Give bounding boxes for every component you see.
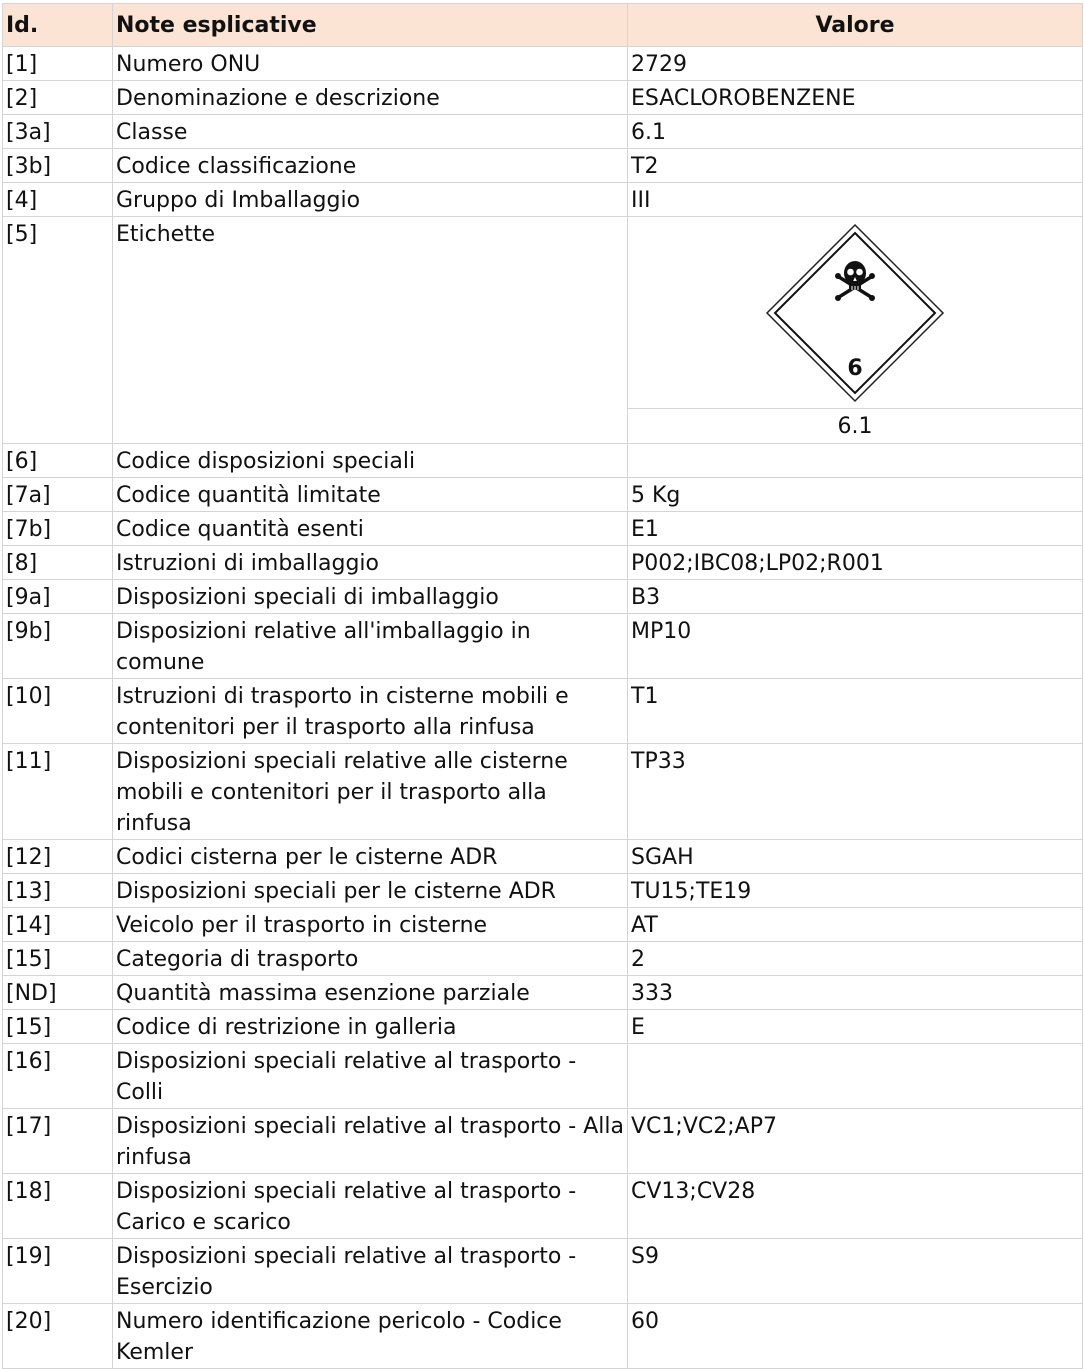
row-value: III xyxy=(628,183,1083,217)
table-row xyxy=(3,614,1083,679)
table-row xyxy=(3,840,1083,874)
row-value xyxy=(628,1044,1083,1109)
table-row xyxy=(3,1239,1083,1304)
table-row xyxy=(3,744,1083,840)
adr-data-table xyxy=(2,3,1083,1369)
table-row xyxy=(3,81,1083,115)
row-note: Disposizioni speciali di imballaggio xyxy=(113,580,628,614)
header-id: Id. xyxy=(3,4,113,47)
table-row xyxy=(3,942,1083,976)
row-value: T1 xyxy=(628,679,1083,744)
row-value: 2 xyxy=(628,942,1083,976)
row-note: Codice classificazione xyxy=(113,149,628,183)
table-row xyxy=(3,1044,1083,1109)
header-note: Note esplicative xyxy=(113,4,628,47)
row-id: [6] xyxy=(3,444,113,478)
row-id: [1] xyxy=(3,47,113,81)
row-id: [15] xyxy=(3,942,113,976)
row-note: Etichette xyxy=(113,217,628,444)
hazard-class-number: 6 xyxy=(847,355,863,381)
row-note: Gruppo di Imballaggio xyxy=(113,183,628,217)
row-id: [2] xyxy=(3,81,113,115)
row-id: [3a] xyxy=(3,115,113,149)
row-note: Numero identificazione pericolo - Codice Kemler xyxy=(113,1304,628,1369)
row-id: [19] xyxy=(3,1239,113,1304)
table-row xyxy=(3,115,1083,149)
row-id: [9b] xyxy=(3,614,113,679)
row-note: Quantità massima esenzione parziale xyxy=(113,976,628,1010)
hazard-label-caption: 6.1 xyxy=(837,414,873,439)
row-note: Denominazione e descrizione xyxy=(113,81,628,115)
row-value: T2 xyxy=(628,149,1083,183)
row-id: [ND] xyxy=(3,976,113,1010)
row-value: 6.1 xyxy=(628,115,1083,149)
row-note: Veicolo per il trasporto in cisterne xyxy=(113,908,628,942)
table-row xyxy=(3,976,1083,1010)
table-header-row xyxy=(3,4,1083,47)
row-id: [7b] xyxy=(3,512,113,546)
row-note: Disposizioni speciali relative alle cisterne mobili e contenitori per il trasporto alla rinfusa xyxy=(113,744,628,840)
row-value: S9 xyxy=(628,1239,1083,1304)
row-note: Istruzioni di imballaggio xyxy=(113,546,628,580)
row-note: Categoria di trasporto xyxy=(113,942,628,976)
table-row xyxy=(3,874,1083,908)
table-row xyxy=(3,183,1083,217)
row-value: E1 xyxy=(628,512,1083,546)
table-row xyxy=(3,512,1083,546)
header-value: Valore xyxy=(628,4,1083,47)
row-note: Numero ONU xyxy=(113,47,628,81)
row-id: [8] xyxy=(3,546,113,580)
row-value: E xyxy=(628,1010,1083,1044)
row-value: TU15;TE19 xyxy=(628,874,1083,908)
row-value: P002;IBC08;LP02;R001 xyxy=(628,546,1083,580)
table-row xyxy=(3,679,1083,744)
row-note: Disposizioni speciali relative al trasporto - Colli xyxy=(113,1044,628,1109)
row-note: Classe xyxy=(113,115,628,149)
row-id: [4] xyxy=(3,183,113,217)
row-note: Disposizioni speciali relative al trasporto - Carico e scarico xyxy=(113,1174,628,1239)
row-note: Codice di restrizione in galleria xyxy=(113,1010,628,1044)
row-value xyxy=(628,444,1083,478)
table-row xyxy=(3,1174,1083,1239)
row-note: Istruzioni di trasporto in cisterne mobili e contenitori per il trasporto alla rinfusa xyxy=(113,679,628,744)
row-note: Disposizioni speciali per le cisterne ADR xyxy=(113,874,628,908)
table-row xyxy=(3,1010,1083,1044)
row-value: CV13;CV28 xyxy=(628,1174,1083,1239)
row-id: [14] xyxy=(3,908,113,942)
row-id: [9a] xyxy=(3,580,113,614)
table-row xyxy=(3,444,1083,478)
row-value-labels xyxy=(628,217,1083,444)
hazard-label-box xyxy=(628,217,1082,409)
table-row-labels xyxy=(3,217,1083,444)
row-value: 5 Kg xyxy=(628,478,1083,512)
row-value: 2729 xyxy=(628,47,1083,81)
row-id: [17] xyxy=(3,1109,113,1174)
row-id: [10] xyxy=(3,679,113,744)
row-id: [13] xyxy=(3,874,113,908)
row-value: ESACLOROBENZENE xyxy=(628,81,1083,115)
row-value: B3 xyxy=(628,580,1083,614)
table-row xyxy=(3,1304,1083,1369)
toxic-skull-diamond-icon xyxy=(765,223,945,403)
row-value: 333 xyxy=(628,976,1083,1010)
row-value: SGAH xyxy=(628,840,1083,874)
row-id: [20] xyxy=(3,1304,113,1369)
row-id: [5] xyxy=(3,217,113,444)
table-row xyxy=(3,1109,1083,1174)
row-id: [15] xyxy=(3,1010,113,1044)
row-value: MP10 xyxy=(628,614,1083,679)
row-id: [3b] xyxy=(3,149,113,183)
row-note: Codice disposizioni speciali xyxy=(113,444,628,478)
row-value: 60 xyxy=(628,1304,1083,1369)
row-note: Disposizioni speciali relative al trasporto - Esercizio xyxy=(113,1239,628,1304)
row-id: [16] xyxy=(3,1044,113,1109)
table-row xyxy=(3,478,1083,512)
row-id: [12] xyxy=(3,840,113,874)
table-row xyxy=(3,908,1083,942)
table-row xyxy=(3,47,1083,81)
table-row xyxy=(3,546,1083,580)
row-id: [7a] xyxy=(3,478,113,512)
row-note: Codici cisterna per le cisterne ADR xyxy=(113,840,628,874)
row-note: Codice quantità limitate xyxy=(113,478,628,512)
table-row xyxy=(3,580,1083,614)
table-row xyxy=(3,149,1083,183)
row-value: TP33 xyxy=(628,744,1083,840)
row-note: Disposizioni relative all'imballaggio in comune xyxy=(113,614,628,679)
row-id: [18] xyxy=(3,1174,113,1239)
row-value: VC1;VC2;AP7 xyxy=(628,1109,1083,1174)
row-value: AT xyxy=(628,908,1083,942)
row-note: Disposizioni speciali relative al trasporto - Alla rinfusa xyxy=(113,1109,628,1174)
row-note: Codice quantità esenti xyxy=(113,512,628,546)
row-id: [11] xyxy=(3,744,113,840)
